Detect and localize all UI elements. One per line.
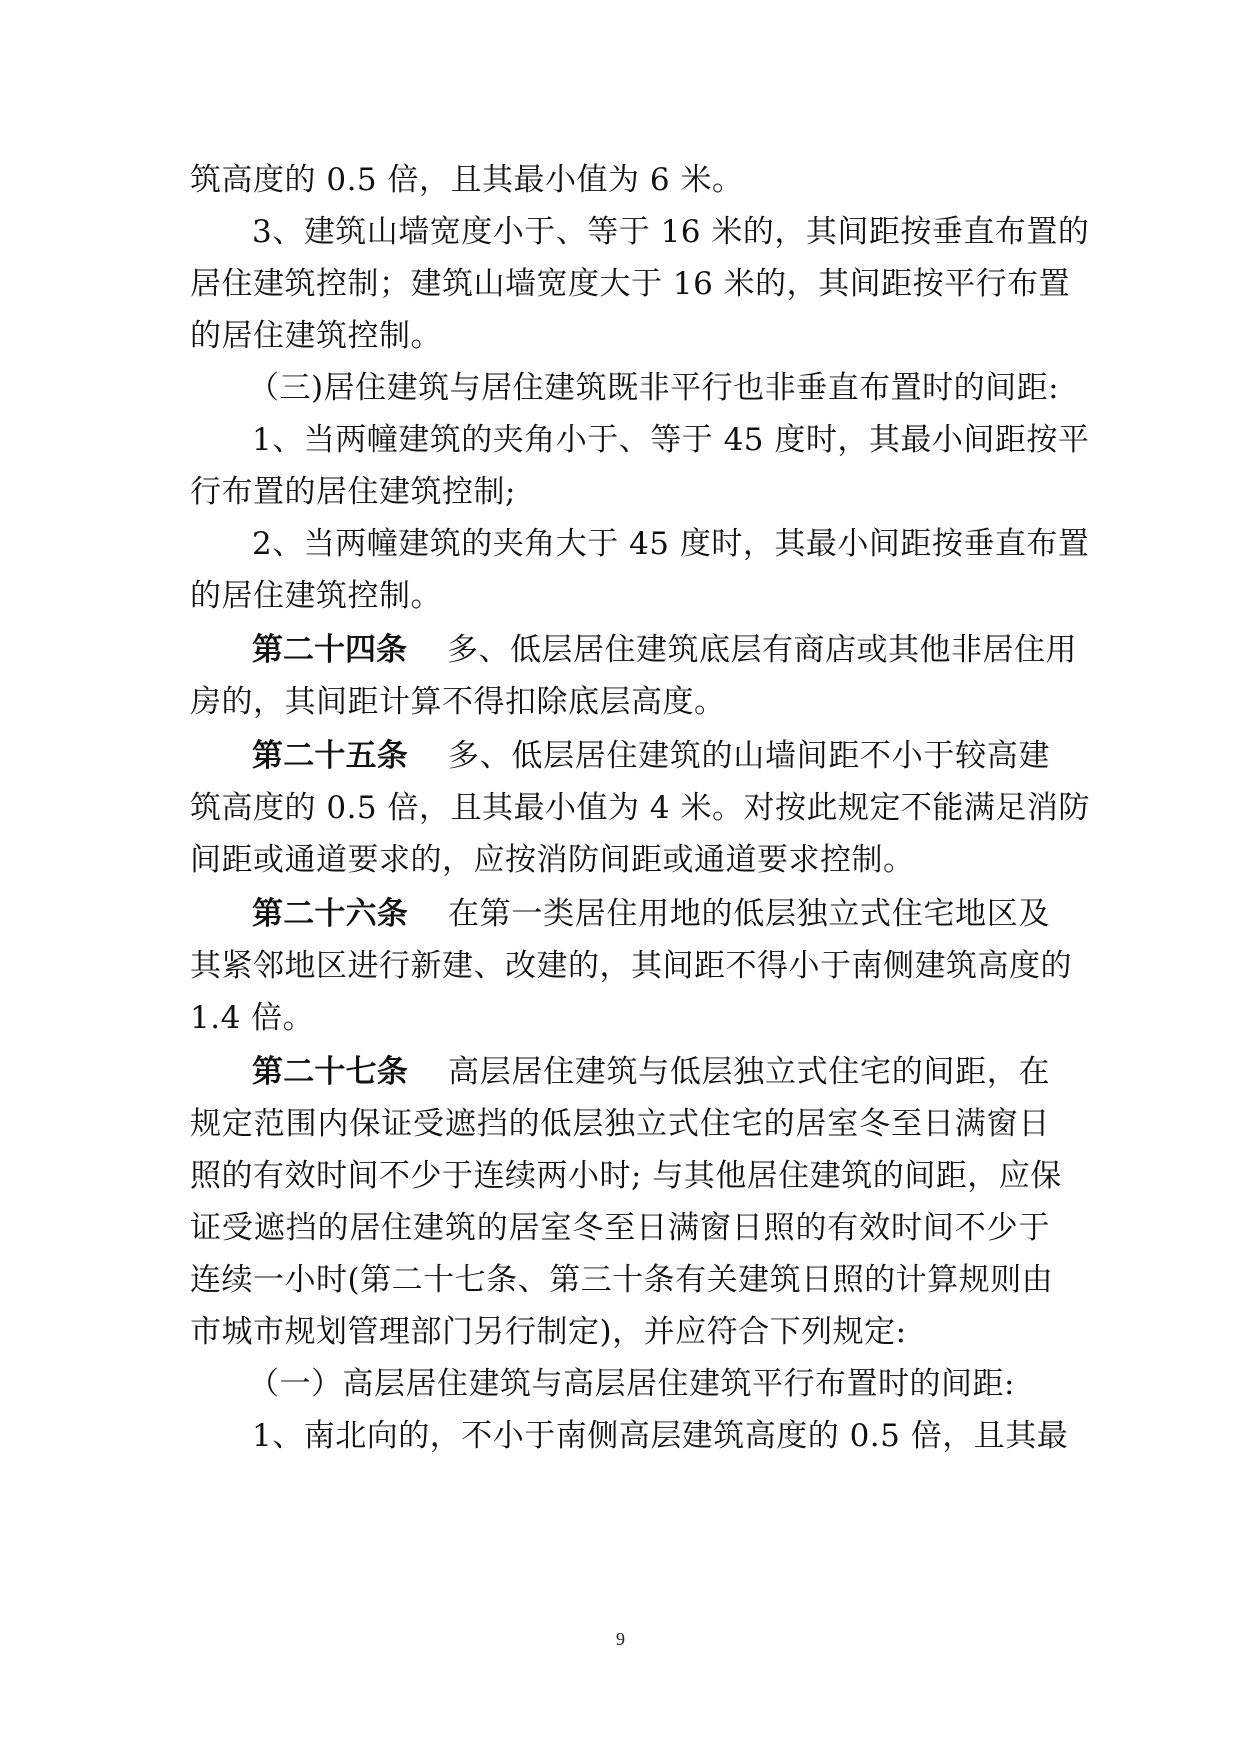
article-24-first-line [190,628,1077,672]
text-line: 间距或通道要求的，应按消防间距或通道要求控制。 [190,842,915,878]
text-line: 房的，其间距计算不得扣除底层高度。 [190,684,726,720]
text-line: 3、建筑山墙宽度小于、等于 16 米的，其间距按垂直布置的 [252,214,1090,250]
page-number: 9 [616,1629,625,1649]
article-heading: 第二十四条 [252,632,407,668]
text-line: 1.4 倍。 [190,1000,315,1036]
text-line: 2、当两幢建筑的夹角大于 45 度时，其最小间距按垂直布置 [252,526,1090,562]
article-heading: 第二十六条 [252,896,408,932]
text-span: 多、低层居住建筑底层有商店或其他非居住用 [447,632,1077,668]
article-26-first-line [190,892,1050,936]
subsection-heading: （一）高层居住建筑与高层居住建筑平行布置时的间距: [248,1366,1015,1402]
article-25-first-line [190,734,1050,778]
text-line: 1、当两幢建筑的夹角小于、等于 45 度时，其最小间距按平 [252,422,1090,458]
text-line: 照的有效时间不少于连续两小时; 与其他居住建筑的间距，应保 [190,1158,1062,1194]
subsection-heading: （三)居住建筑与居住建筑既非平行也非垂直布置时的间距: [248,370,1060,406]
article-27-first-line [190,1050,1050,1094]
text-span: 在第一类居住用地的低层独立式住宅地区及 [447,896,1051,932]
text-line: 连续一小时(第二十七条、第三十条有关建筑日照的计算规则由 [190,1262,1054,1298]
text-line: 证受遮挡的居住建筑的居室冬至日满窗日照的有效时间不少于 [190,1210,1050,1246]
text-line: 规定范围内保证受遮挡的低层独立式住宅的居室冬至日满窗日 [190,1106,1050,1142]
text-span: 高层居住建筑与低层独立式住宅的间距，在 [447,1054,1051,1090]
article-heading: 第二十五条 [252,738,408,774]
text-line: 筑高度的 0.5 倍，且其最小值为 6 米。 [190,162,744,198]
text-line: 的居住建筑控制。 [190,578,442,614]
text-line: 1、南北向的，不小于南侧高层建筑高度的 0.5 倍，且其最 [252,1418,1069,1454]
text-line: 其紧邻地区进行新建、改建的，其间距不得小于南侧建筑高度的 [190,948,1072,984]
text-line: 筑高度的 0.5 倍，且其最小值为 4 米。对按此规定不能满足消防 [190,790,1090,826]
text-line: 行布置的居住建筑控制; [190,474,516,510]
article-heading: 第二十七条 [252,1054,408,1090]
text-span: 多、低层居住建筑的山墙间距不小于较高建 [447,738,1051,774]
text-line: 的居住建筑控制。 [190,318,442,354]
text-line: 市城市规划管理部门另行制定)，并应符合下列规定: [190,1314,907,1350]
text-line: 居住建筑控制；建筑山墙宽度大于 16 米的，其间距按平行布置 [190,266,1071,302]
